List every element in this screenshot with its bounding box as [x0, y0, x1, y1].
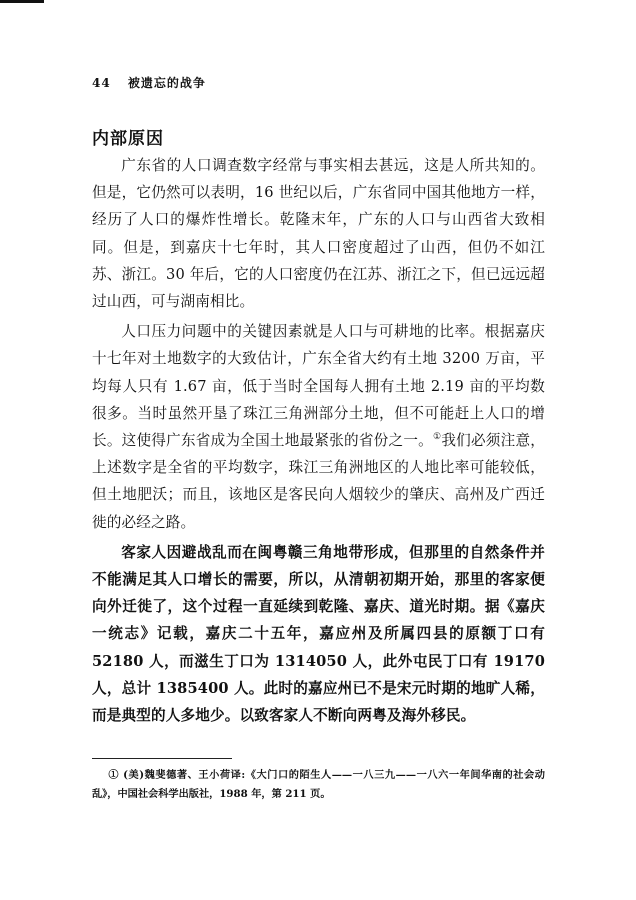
footnote: ① (美)魏斐德著、王小荷译:《大门口的陌生人——一八三九——一八六一年间华南的社会动乱》，中国社会科学出版社，1988 年，第 211 页。: [92, 769, 545, 800]
footnote-separator: [92, 758, 232, 759]
running-head: [92, 74, 206, 91]
paragraph-1: 广东省的人口调查数字经常与事实相去甚远，这是人所共知的。但是，它仍然可以表明，16 世纪以后，广东省同中国其他地方一样，经历了人口的爆炸性增长。乾隆末年，广东的人口与山西省大致相同。但是，到嘉庆十七年时，其人口密度超过了山西，但仍不如江苏、浙江。30 年后，它的人口密度仍在江苏、浙江之下，但已远远超过山西，可与湖南相比。: [92, 157, 545, 311]
page-number: 44: [92, 76, 111, 90]
paragraph-2-text: 人口压力问题中的关键因素就是人口与可耕地的比率。根据嘉庆十七年对土地数字的大致估计，广东全省大约有土地 3200 万亩，平均每人只有 1.67 亩，低于当时全国每人拥有土地 2.19 亩的平均数很多。当时虽然开垦了珠江三角洲部分土地，但不可能赶上人口的增长。这使得广东省成为全国土地最紧张的省份之一。: [92, 323, 545, 450]
paragraph-2-continuation: 我们必须注意，上述数字是全省的平均数字，珠江三角洲地区的人地比率可能较低，但土地肥沃；而且，该地区是客民向人烟较少的肇庆、高州及广西迁徙的必经之路。: [92, 432, 546, 531]
footnote-reference[interactable]: ①: [433, 432, 442, 443]
paragraph-2: [92, 318, 545, 536]
body-text: [92, 152, 545, 729]
top-edge-rule: [0, 0, 44, 3]
running-head-title: 被遗忘的战争: [127, 76, 206, 90]
paragraph-3: 客家人因避战乱而在闽粤赣三角地带形成，但那里的自然条件并不能满足其人口增长的需要，所以，从清朝初期开始，那里的客家便向外迁徙了，这个过程一直延续到乾隆、嘉庆、道光时期。据《嘉庆一统志》记载，嘉庆二十五年，嘉应州及所属四县的原额丁口有 52180 人，而滋生丁口为 1314050 人，此外屯民丁口有 19170 人，总计 1385400 人。此时的嘉应州已不是宋元时期的地旷人稀，而是典型的人多地少。以致客家人不断向两粤及海外移民。: [92, 543, 545, 725]
section-title: 内部原因: [92, 129, 164, 149]
